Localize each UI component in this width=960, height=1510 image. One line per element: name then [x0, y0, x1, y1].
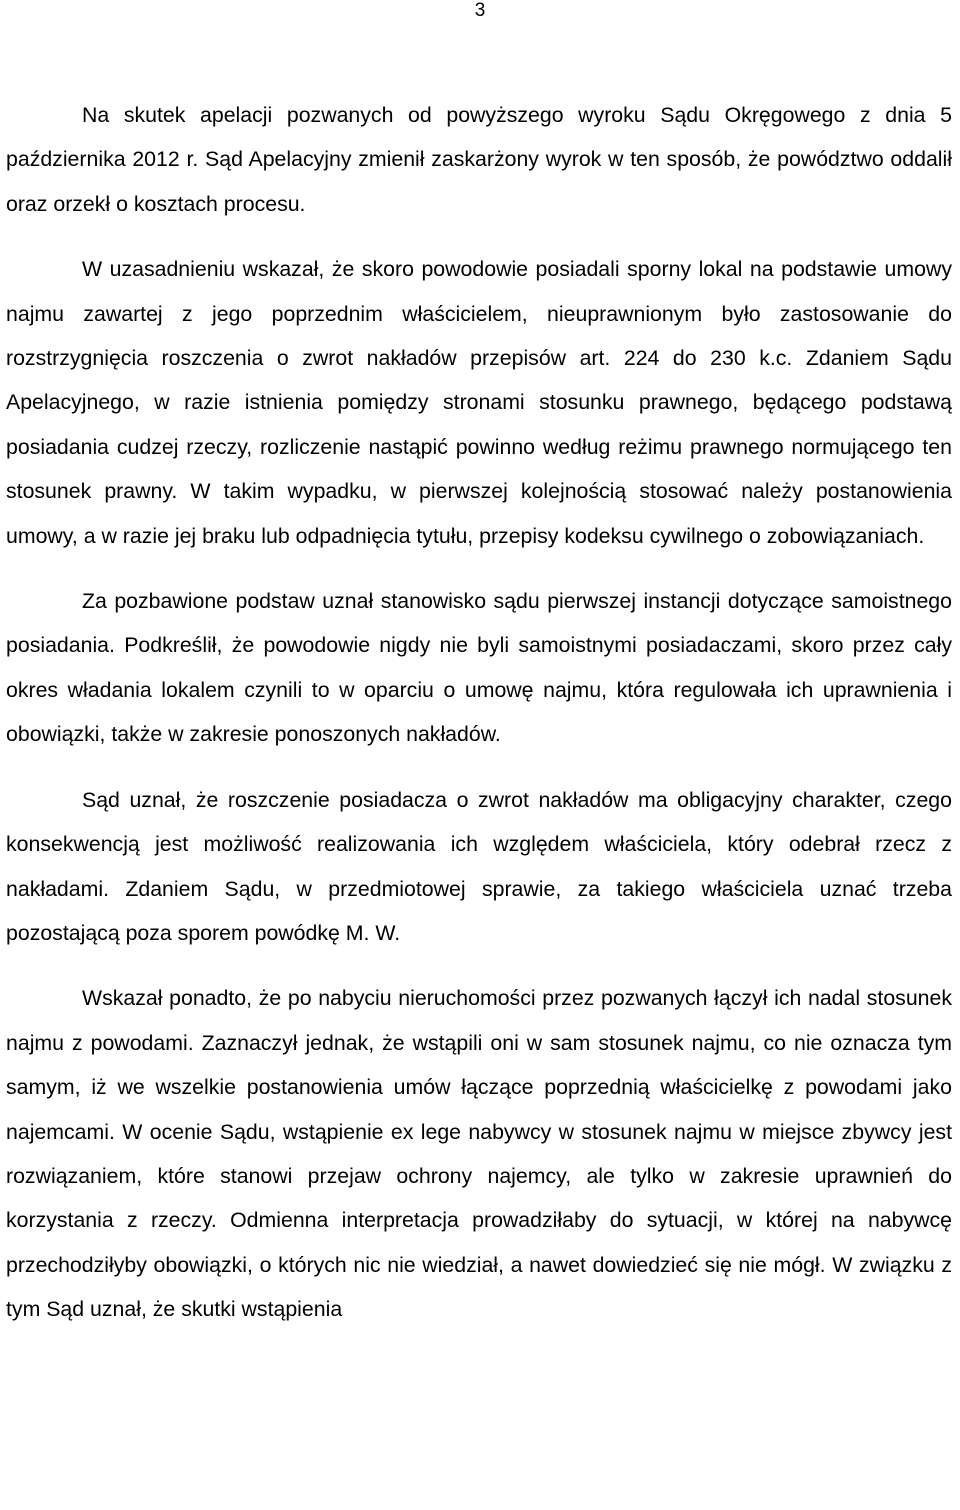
document-body — [6, 93, 952, 1332]
paragraph-independent-possession: Za pozbawione podstaw uznał stanowisko sądu pierwszej instancji dotyczące samoistnego posiadania. Podkreślił, że powodowie nigdy nie byli samoistnymi posiadaczami, skoro przez cały okres władania lokalem czynili to w oparciu o umowę najmu, która regulowała ich uprawnienia i obowiązki, także w zakresie ponoszonych nakładów. — [6, 589, 952, 747]
paragraph-gap — [6, 757, 952, 778]
paragraph-lease-succession: Wskazał ponadto, że po nabyciu nieruchomości przez pozwanych łączył ich nadal stosunek najmu z powodami. Zaznaczył jednak, że wstąpili oni w sam stosunek najmu, co nie oznacza tym samym, iż we wszelkie postanowienia umów łączące poprzednią właścicielkę z powodami jako najemcami. W ocenie Sądu, wstąpienie ex lege nabywcy w stosunek najmu w miejsce zbywcy jest rozwiązaniem, które stanowi przejaw ochrony najemcy, ale tylko w zakresie uprawnień do korzystania z rzeczy. Odmienna interpretacja prowadziłaby do sytuacji, w której na nabywcę przechodziłyby obowiązki, o których nic nie wiedział, a nawet dowiedzieć się nie mógł. W związku z tym Sąd uznał, że skutki wstąpienia — [6, 986, 952, 1322]
paragraph-gap — [6, 955, 952, 976]
paragraph-justification: W uzasadnieniu wskazał, że skoro powodowie posiadali sporny lokal na podstawie umowy najmu zawartej z jego poprzednim właścicielem, nieuprawnionym było zastosowanie do rozstrzygnięcia roszczenia o zwrot nakładów przepisów art. 224 do 230 k.c. Zdaniem Sądu Apelacyjnego, w razie istnienia pomiędzy stronami stosunku prawnego, będącego podstawą posiadania cudzej rzeczy, rozliczenie nastąpić powinno według reżimu prawnego normującego ten stosunek prawny. W takim wypadku, w pierwszej kolejnością stosować należy postanowienia umowy, a w razie jej braku lub odpadnięcia tytułu, przepisy kodeksu cywilnego o zobowiązaniach. — [6, 257, 952, 548]
paragraph-obligation-claim: Sąd uznał, że roszczenie posiadacza o zwrot nakładów ma obligacyjny charakter, czego konsekwencją jest możliwość realizowania ich względem właściciela, który odebrał rzecz z nakładami. Zdaniem Sądu, w przedmiotowej sprawie, za takiego właściciela uznać trzeba pozostającą poza sporem powódkę M. W. — [6, 787, 952, 945]
paragraph-gap — [6, 226, 952, 247]
paragraph-appeal-outcome: Na skutek apelacji pozwanych od powyższego wyroku Sądu Okręgowego z dnia 5 października 2012 r. Sąd Apelacyjny zmienił zaskarżony wyrok w ten sposób, że powództwo oddalił oraz orzekł o kosztach procesu. — [6, 103, 952, 216]
paragraph-gap — [6, 558, 952, 579]
page-number: 3 — [474, 0, 486, 21]
